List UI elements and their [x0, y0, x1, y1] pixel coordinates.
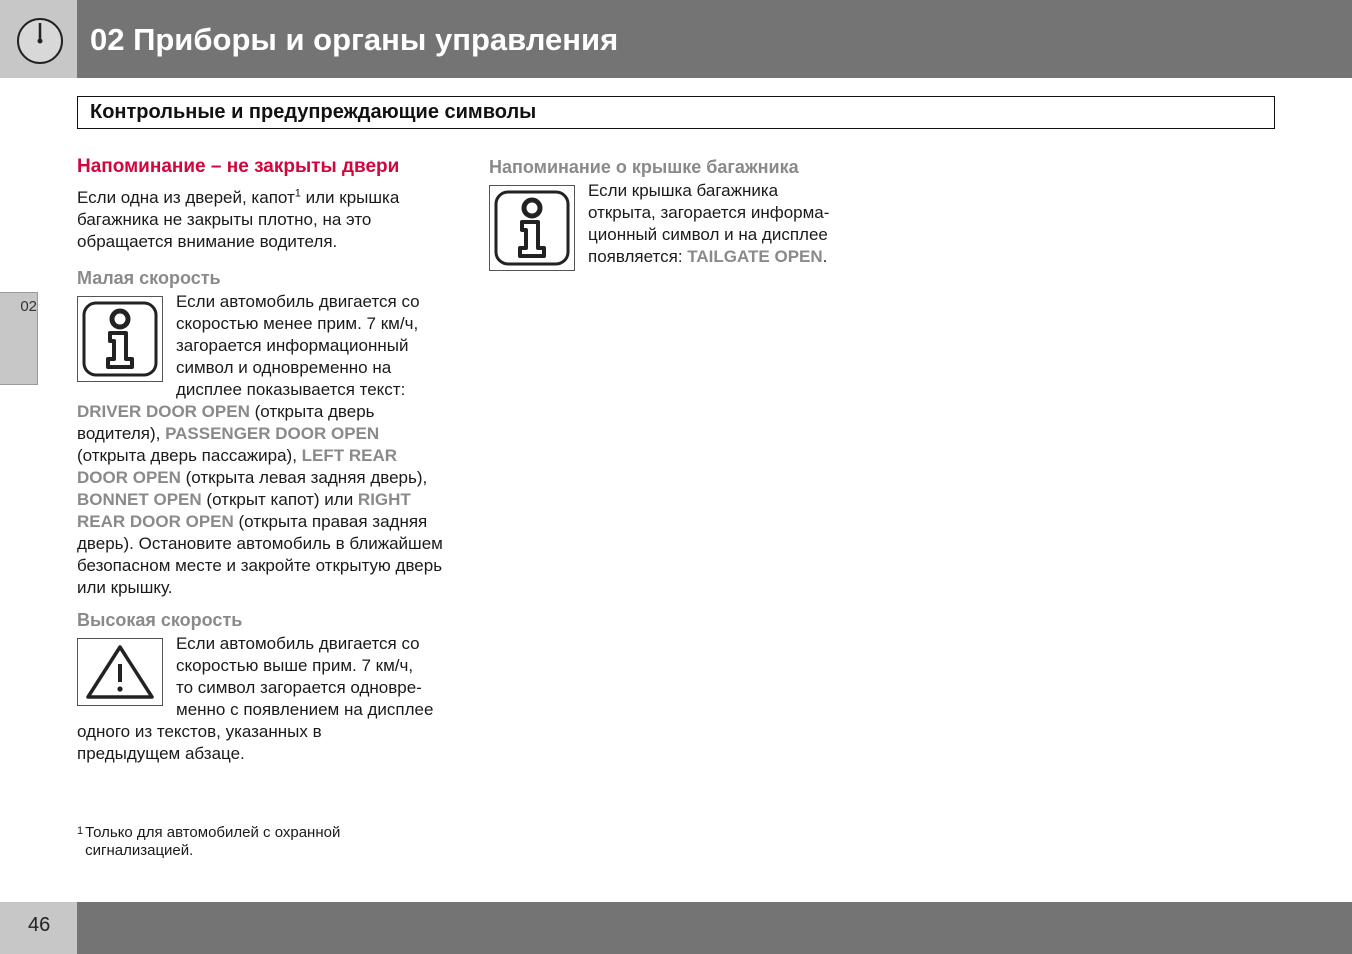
warning-triangle-icon	[78, 639, 162, 705]
msg-left-rear-door-open: LEFT REAR DOOR OPEN	[77, 446, 398, 487]
chapter-icon-box	[0, 0, 77, 78]
msg-passenger-door-open: PASSENGER DOOR OPEN	[165, 424, 380, 443]
high-speed-heading: Высокая скорость	[77, 610, 243, 630]
chapter-side-tab-label: 02	[20, 298, 37, 315]
door-reminder-intro: Если одна из дверей, капот$^1$ или крышка багажника не закрыты плотно, на это обращается внимание водителя.	[77, 187, 400, 251]
chapter-side-tab[interactable]	[0, 292, 38, 385]
tailgate-reminder-heading: Напоминание о крышке багажника	[489, 157, 799, 177]
msg-right-rear-door-open: RIGHT REAR DOOR OPEN	[77, 490, 411, 531]
low-speed-icon-box	[77, 296, 163, 382]
high-speed-text-cont: одного из текстов, указанных в предыдущем абзаце.	[77, 722, 322, 763]
gauge-icon	[0, 0, 77, 78]
info-icon	[78, 297, 162, 381]
msg-bonnet-open: BONNET OPEN	[77, 490, 202, 509]
footnote-ref: 1	[294, 187, 301, 200]
msg-driver-door-open: DRIVER DOOR OPEN	[77, 402, 250, 421]
footnote-text: Только для автомобилей с охранной сигнализацией.	[85, 824, 341, 859]
info-icon	[490, 186, 574, 270]
section-title: Контрольные и предупреждающие символы	[90, 101, 537, 123]
footnote-number: 1	[77, 825, 84, 837]
page-number: 46	[28, 914, 51, 936]
tailgate-icon-box	[489, 185, 575, 271]
high-speed-text: Если автомобиль двигается со скоростью выше прим. 7 км/ч, то символ загорается одновре- менно с появлением на дисплее	[176, 634, 434, 719]
low-speed-heading: Малая скорость	[77, 268, 221, 288]
page-number-box	[0, 902, 77, 954]
door-reminder-heading: Напоминание – не закрыты двери	[77, 156, 400, 177]
msg-tailgate-open: TAILGATE OPEN	[687, 247, 823, 266]
footnote	[77, 824, 385, 860]
low-speed-messages: DRIVER DOOR OPEN (открыта дверь водителя), PASSENGER DOOR OPEN (открыта дверь пассажира), LEFT REAR DOOR OPEN (открыта левая задняя дверь), BONNET OPEN (открыт капот) или RIGHT REAR DOOR OPEN (открыта правая задняя дверь). Остановите автомобиль в ближайшем безопасном месте и закройте открытую дверь или крышку.	[77, 402, 443, 597]
page-footer	[0, 902, 1352, 954]
chapter-title: 02 Приборы и органы управления	[90, 22, 619, 57]
tailgate-text: Если крышка багажника открыта, загорается информа- ционный символ и на дисплее появляется: TAILGATE OPEN.	[588, 181, 830, 266]
high-speed-icon-box	[77, 638, 163, 706]
left-column	[77, 156, 452, 253]
low-speed-text: Если автомобиль двигается со скоростью менее прим. 7 км/ч, загорается информационный символ и одновременно на дисплее показывается текст:	[176, 292, 420, 399]
section-title-box	[77, 96, 1275, 129]
chapter-header	[0, 0, 1352, 78]
